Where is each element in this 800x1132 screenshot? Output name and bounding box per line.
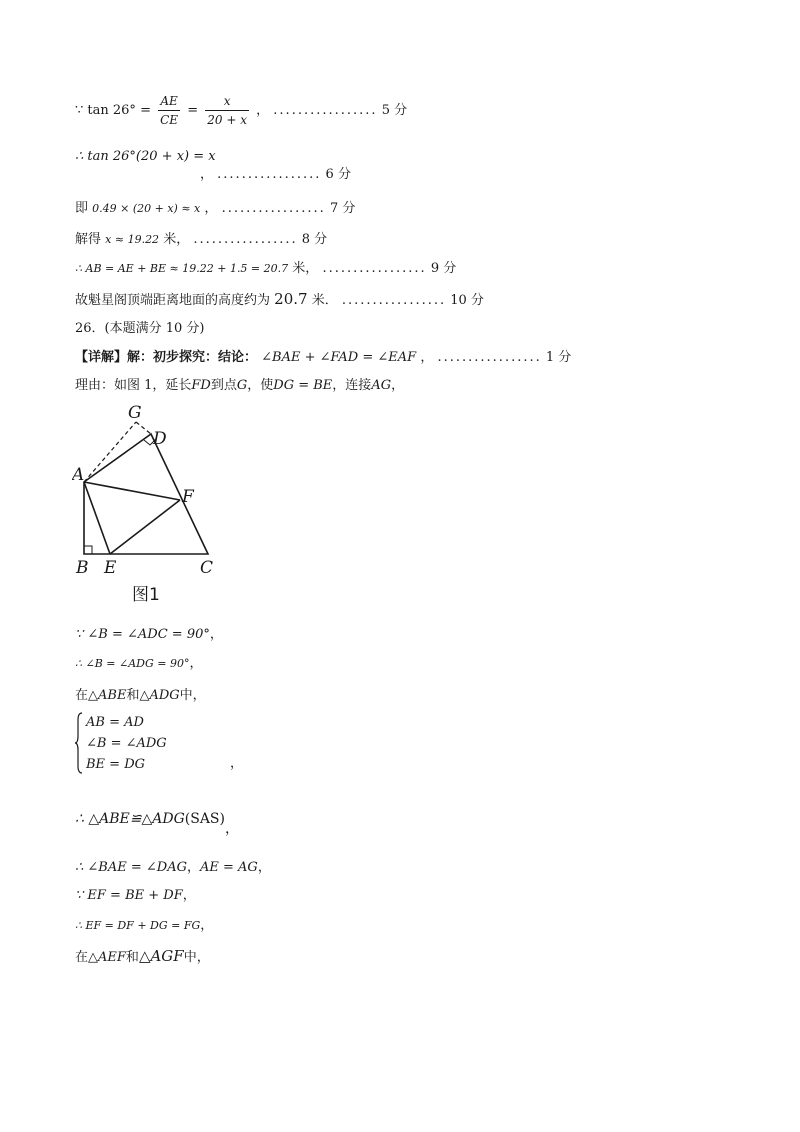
point-label-c: C bbox=[200, 558, 214, 577]
solution-line-6b: ， ................. 6 分 bbox=[200, 167, 351, 182]
score-label: 7 分 bbox=[329, 201, 356, 216]
segment-ef bbox=[110, 500, 180, 554]
solution-line-10: 故魁星阁顶端距离地面的高度约为 20.7 米． ................. 10 分 bbox=[75, 290, 484, 308]
problem-heading: 26．(本题满分 10 分) bbox=[75, 321, 205, 336]
score-label: 8 分 bbox=[301, 232, 328, 247]
point-label-b: B bbox=[76, 558, 89, 577]
reason-line: 理由：如图 1，延长FD到点G，使DG = BE，连接AG， bbox=[75, 378, 405, 393]
segment-ae bbox=[84, 482, 110, 554]
figure-caption: 图1 bbox=[132, 585, 160, 605]
score-label: 9 分 bbox=[430, 261, 457, 276]
condition-row: AB = AD bbox=[86, 715, 144, 730]
given-angles: ∵ ∠B = ∠ADC = 90°， bbox=[75, 627, 223, 642]
leader-dots: ................. bbox=[437, 350, 542, 365]
solution-line-7: 即 0.49 × (20 + x) ≈ x ， ................. 7 分 bbox=[75, 201, 356, 216]
leader-dots: ................. bbox=[217, 167, 322, 182]
segment-ag-dashed bbox=[84, 422, 136, 482]
segment-af bbox=[84, 482, 180, 500]
leader-dots: ................. bbox=[221, 201, 326, 216]
conclusion-line: 【详解】解：初步探究：结论： ∠BAE + ∠FAD = ∠EAF ， ................. 1 分 bbox=[75, 350, 572, 365]
equation: ∴ AB = AE + BE ≈ 19.22 + 1.5 = 20.7 bbox=[75, 262, 289, 275]
geometry-figure-1 bbox=[72, 402, 242, 577]
right-angle-b bbox=[84, 546, 92, 554]
leader-dots: ................. bbox=[193, 232, 298, 247]
derived-ef: ∴ EF = DF + DG = FG， bbox=[75, 918, 214, 933]
solution-line-5: ∵ tan 26° = $\frac{AE}{CE}$ = $\frac{x}{20 + x}$ ， ................. 5 分 bbox=[75, 94, 408, 127]
equation: ∴ tan 26°(20 + x) = x bbox=[75, 149, 216, 164]
score-label: 1 分 bbox=[545, 350, 572, 365]
point-label-f: F bbox=[182, 487, 194, 507]
condition-row: BE = DG bbox=[86, 757, 146, 772]
congruence-conclusion: ∴ △ABE≌△ADG(SAS)， bbox=[75, 811, 239, 837]
derived-angles: ∴ ∠B = ∠ADG = 90°， bbox=[75, 656, 203, 671]
condition-row: ∠B = ∠ADG bbox=[86, 736, 167, 751]
solution-line-8: 解得 x ≈ 19.22 米， ................. 8 分 bbox=[75, 232, 328, 247]
leader-dots: ................. bbox=[341, 293, 447, 308]
score-label: 6 分 bbox=[325, 167, 351, 182]
triangle-intro-1: 在△ABE和△ADG中， bbox=[75, 688, 206, 703]
equation: 0.49 × (20 + x) ≈ x bbox=[92, 202, 201, 215]
equation: ∠BAE + ∠FAD = ∠EAF bbox=[261, 350, 417, 365]
solution-line-6a bbox=[75, 148, 216, 166]
equation: x ≈ 19.22 bbox=[105, 233, 160, 246]
point-label-d: D bbox=[153, 429, 167, 449]
solution-line-9: ∴ AB = AE + BE ≈ 19.22 + 1.5 = 20.7 米， ................. 9 分 bbox=[75, 261, 457, 276]
point-label-e: E bbox=[104, 558, 117, 577]
fraction-x-20x: $\frac{x}{20 + x}$ bbox=[207, 94, 247, 127]
fraction-ae-ce: $\frac{AE}{CE}$ bbox=[160, 94, 179, 127]
triangle-intro-2: 在△AEF和△AGF中， bbox=[75, 947, 210, 965]
point-label-a: A bbox=[72, 465, 85, 485]
score-label: 10 分 bbox=[450, 293, 484, 308]
equal-parts: ∴ ∠BAE = ∠DAG，AE = AG， bbox=[75, 860, 271, 875]
tan-prefix: ∵ tan 26° bbox=[75, 103, 136, 118]
point-label-g: G bbox=[128, 403, 142, 423]
leader-dots: ................. bbox=[322, 261, 427, 276]
left-brace bbox=[75, 712, 83, 774]
segment-gd-dashed bbox=[136, 422, 151, 434]
score-label: 5 分 bbox=[381, 103, 408, 118]
given-ef: ∵ EF = BE + DF， bbox=[75, 888, 196, 903]
leader-dots: ................. bbox=[273, 103, 378, 118]
